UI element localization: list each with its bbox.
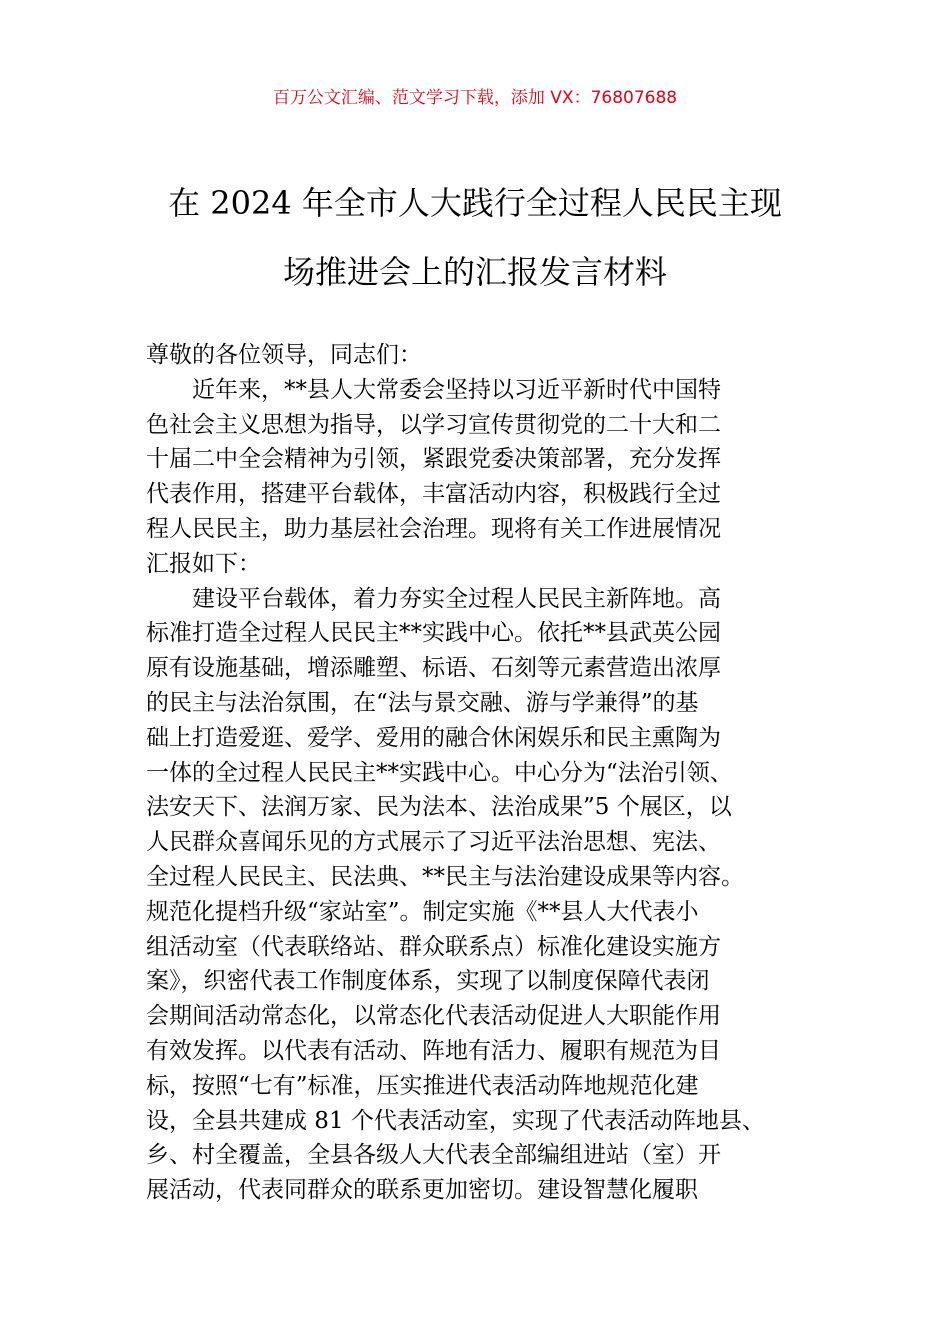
body-line: 案》，织密代表工作制度体系，实现了以制度保障代表闭 [146,968,710,995]
body-line: 代表作用，搭建平台载体，丰富活动内容，积极践行全过 [146,481,721,508]
body-line: 会期间活动常态化，以常态化代表活动促进人大职能作用 [146,1003,721,1030]
document-title-line-1: 在 2024 年全市人大践行全过程人民民主现 [168,184,782,222]
body-line: 十届二中全会精神为引领，紧跟党委决策部署，充分发挥 [146,446,721,473]
body-line: 人民群众喜闻乐见的方式展示了习近平法治思想、宪法、 [146,829,721,856]
body-line: 原有设施基础，增添雕塑、标语、石刻等元素营造出浓厚 [146,655,721,682]
body-line: 色社会主义思想为指导，以学习宣传贯彻党的二十大和二 [146,411,721,438]
body-line: 设，全县共建成 81 个代表活动室，实现了代表活动阵地县、 [146,1107,765,1134]
body-line: 标，按照“七有”标准，压实推进代表活动阵地规范化建 [146,1072,699,1099]
document-title-line-2: 场推进会上的汇报发言材料 [282,253,667,291]
body-line: 一体的全过程人民民主**实践中心。中心分为“法治引领、 [146,759,733,786]
body-line: 组活动室（代表联络站、群众联系点）标准化建设实施方 [146,933,721,960]
body-line: 法安天下、法润万家、民为法本、法治成果”5 个展区，以 [146,794,732,821]
body-line: 全过程人民民主、民法典、**民主与法治建设成果等内容。 [146,863,744,890]
body-line: 规范化提档升级“家站室”。制定实施《**县人大代表小 [146,898,699,925]
body-line: 展活动，代表同群众的联系更加密切。建设智慧化履职 [146,1177,698,1204]
salutation-line: 尊敬的各位领导，同志们： [146,342,422,368]
body-line: 汇报如下： [146,550,261,577]
body-line: 程人民民主，助力基层社会治理。现将有关工作进展情况 [146,515,721,542]
body-line: 乡、村全覆盖，全县各级人大代表全部编组进站（室）开 [146,1142,721,1169]
body-line: 的民主与法治氛围，在“法与景交融、游与学兼得”的基 [146,689,699,716]
body-line: 有效发挥。以代表有活动、阵地有活力、履职有规范为目 [146,1037,721,1064]
body-line: 建设平台载体，着力夯实全过程人民民主新阵地。高 [192,585,721,612]
body-line: 础上打造爱逛、爱学、爱用的融合休闲娱乐和民主熏陶为 [146,724,721,751]
watermark-ad-line: 百万公文汇编、范文学习下载，添加 VX：76807688 [272,88,678,108]
body-line: 近年来，**县人大常委会坚持以习近平新时代中国特 [192,376,721,403]
body-line: 标准打造全过程人民民主**实践中心。依托**县武英公园 [146,620,721,647]
document-body [146,338,810,1208]
